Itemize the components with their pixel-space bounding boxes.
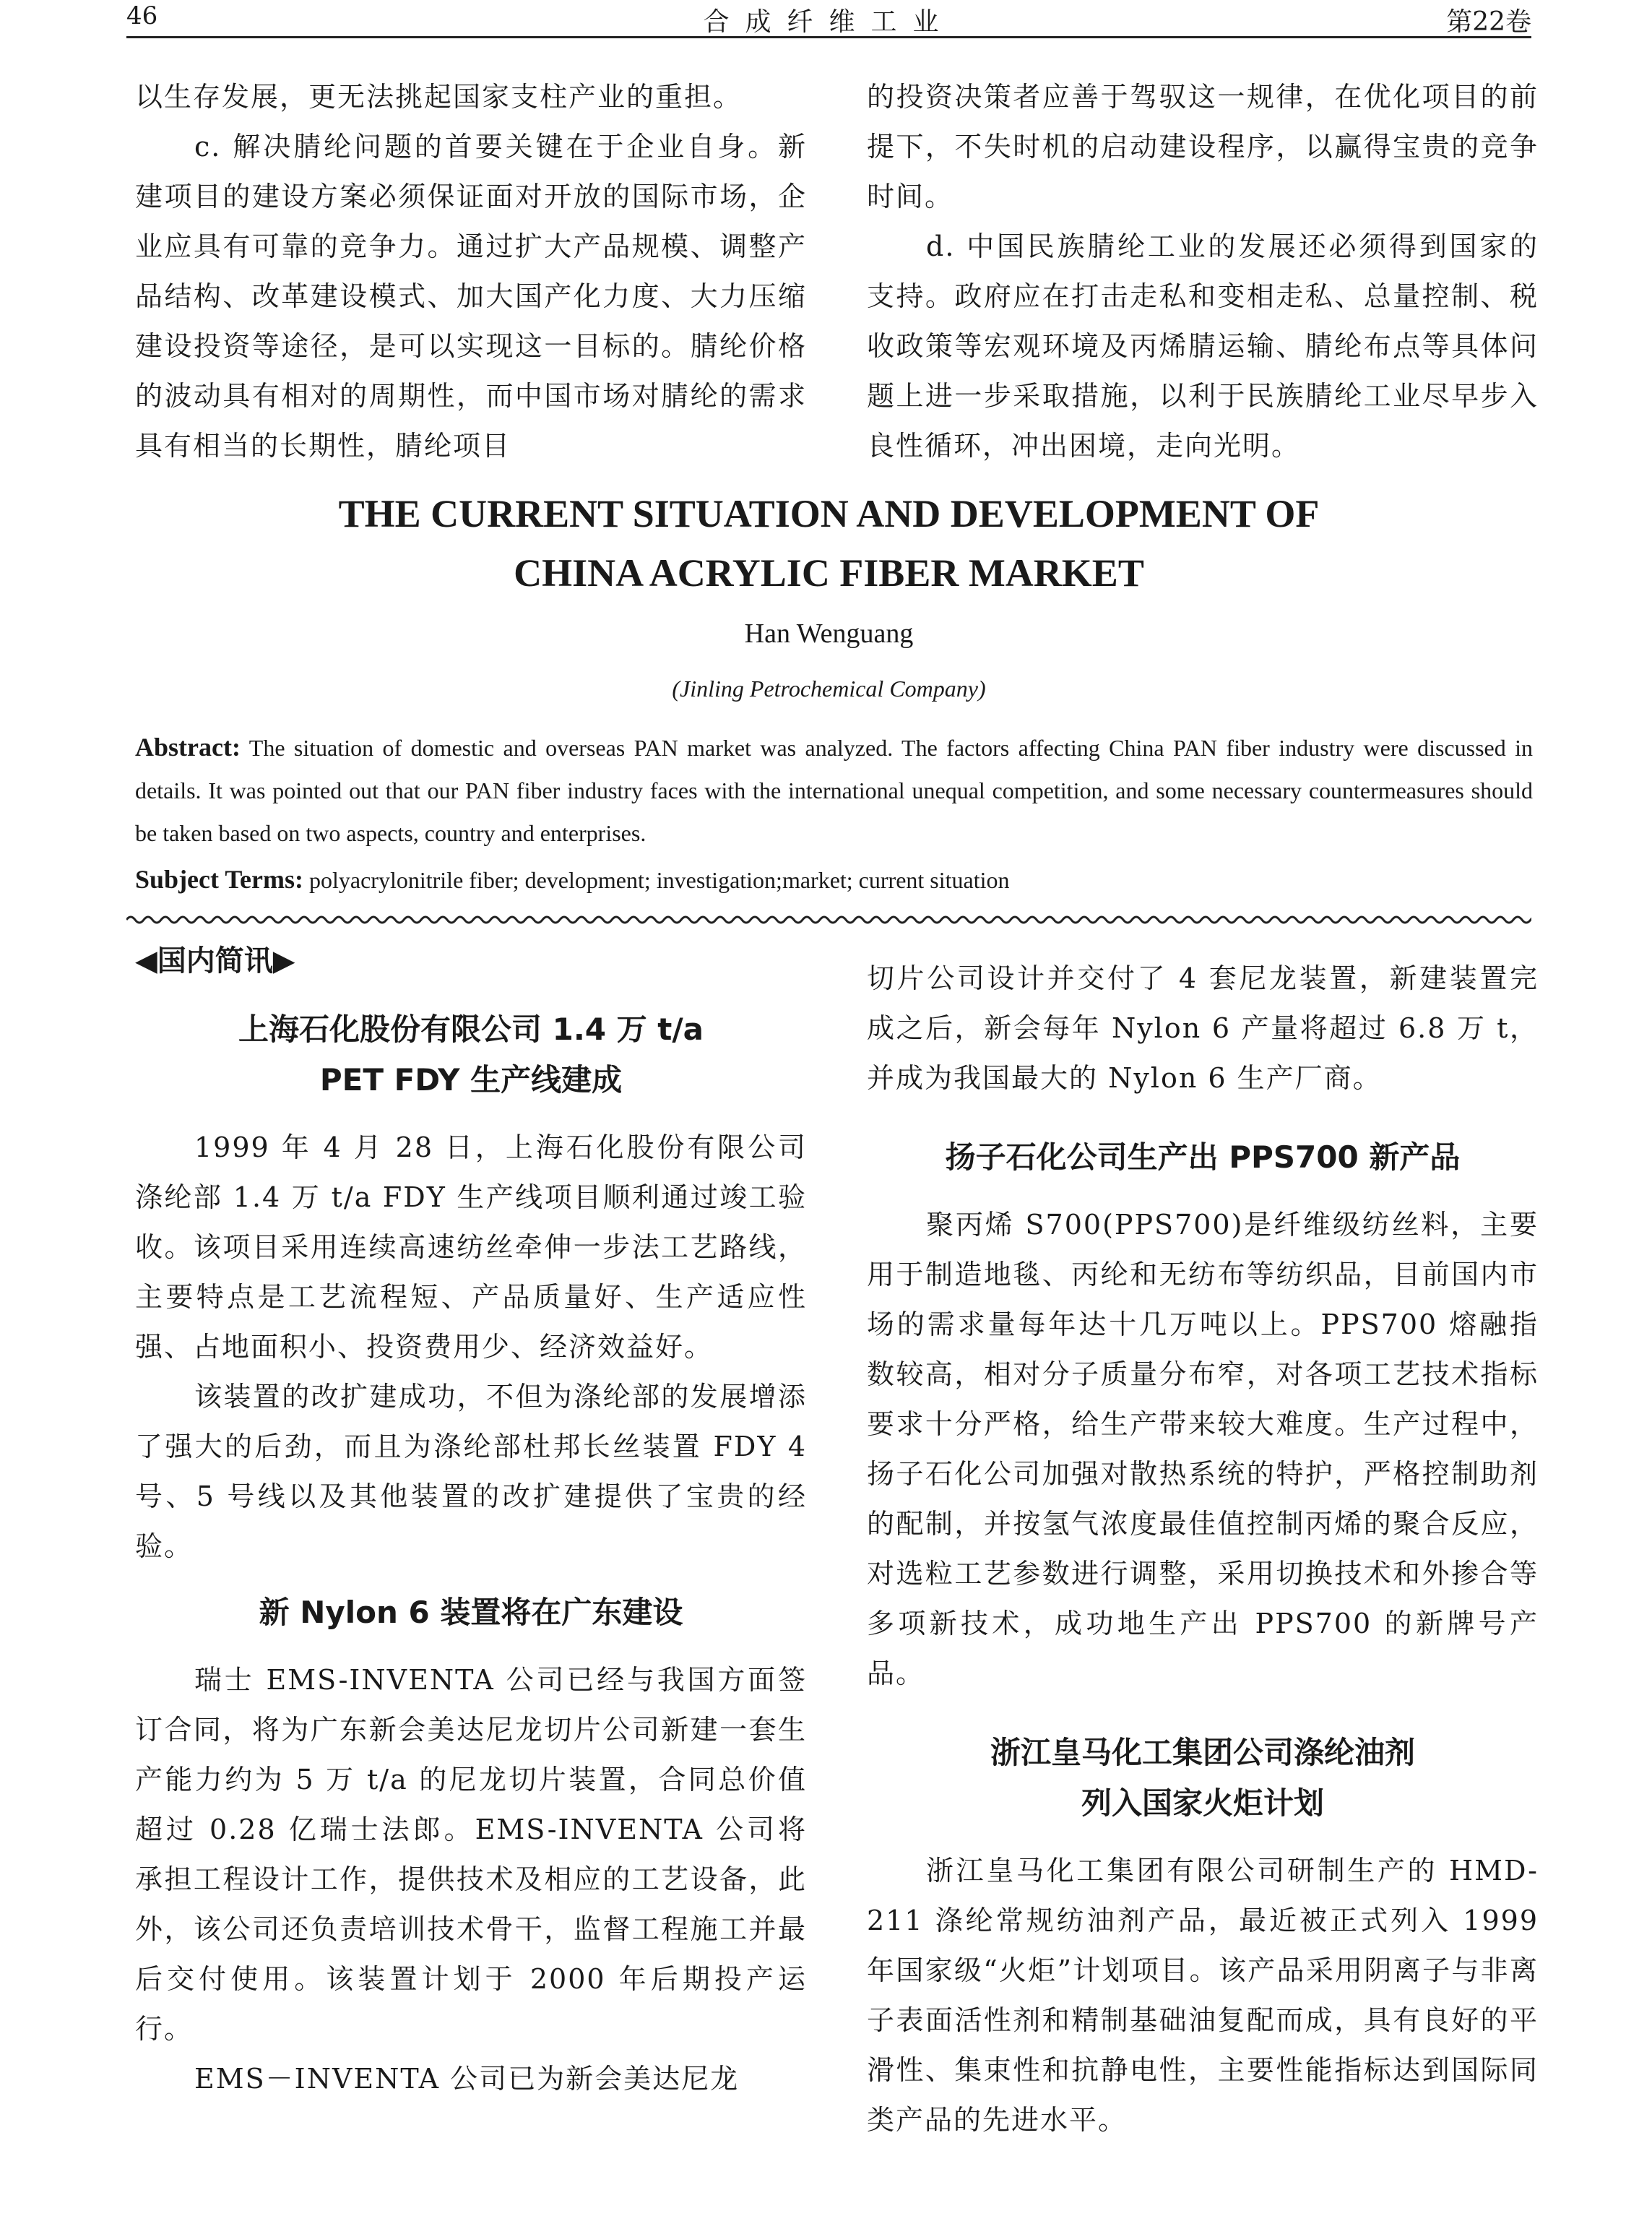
subject-terms-text: polyacrylonitrile fiber; development; investigation;market; current situation [309,867,1010,893]
paragraph: 瑞士 EMS-INVENTA 公司已经与我国方面签订合同，将为广东新会美达尼龙切片公司新建一套生产能力约为 5 万 t/a 的尼龙切片装置，合同总价值超过 0.28 亿瑞士法郎。EMS-INVENTA 公司将承担工程设计工作，提供技术及相应的工艺设备，此外，该公司还负责培训技术骨干，监督工程施工并最后交付使用。该装置计划于 2000 年后期投产运行。 [135,1664,807,2045]
news-title: 扬子石化公司生产出 PPS700 新产品 [945,1139,1461,1175]
news-title: 新 Nylon 6 装置将在广东建设 [259,1595,683,1630]
wavy-divider [126,912,1531,928]
english-title-line: CHINA ACRYLIC FIBER MARKET [514,551,1144,595]
news-title [135,1004,807,1105]
paragraph: 浙江皇马化工集团有限公司研制生产的 HMD-211 涤纶常规纺油剂产品，最近被正式列入 1999 年国家级“火炬”计划项目。该产品采用阴离子与非离子表面活性剂和精制基础油复配而成，具有良好的平滑性、集束性和抗静电性，主要性能指标达到国际同类产品的先进水平。 [867,1855,1539,2136]
news-right-column [867,954,1539,2145]
subject-terms [135,858,1533,902]
news-title-line: 列入国家火炬计划 [1081,1785,1324,1821]
subject-terms-label: Subject Terms: [135,865,303,894]
paragraph: 1999 年 4 月 28 日，上海石化股份有限公司涤纶部 1.4 万 t/a FDY 生产线项目顺利通过竣工验收。该项目采用连续高速纺丝牵伸一步法工艺路线，主要特点是工艺流程短、产品质量好、生产适应性强、占地面积小、投资费用少、经济效益好。 [135,1131,807,1363]
english-title-line: THE CURRENT SITUATION AND DEVELOPMENT OF [338,492,1320,535]
abstract-label: Abstract: [135,733,241,762]
news-left-column [135,939,807,2104]
paragraph: 该装置的改扩建成功，不但为涤纶部的发展增添了强大的后劲，而且为涤纶部杜邦长丝装置 FDY 4 号、5 号线以及其他装置的改扩建提供了宝贵的经验。 [135,1381,807,1562]
page-number: 46 [126,1,158,30]
volume-label: 第22卷 [1446,7,1531,37]
paragraph: EMS－INVENTA 公司已为新会美达尼龙 [194,2063,740,2095]
running-header [126,0,1531,38]
paragraph: c. 解决腈纶问题的首要关键在于企业自身。新建项目的建设方案必须保证面对开放的国际市场，企业应具有可靠的竞争力。通过扩大产品规模、调整产品结构、改革建设模式、加大国产化力度、大力压缩建设投资等途径，是可以实现这一目标的。腈纶价格的波动具有相对的周期性，而中国市场对腈纶的需求具有相当的长期性，腈纶项目 [135,131,807,462]
affiliation: (Jinling Petrochemical Company) [672,676,986,702]
author: Han Wenguang [744,618,914,649]
abstract [135,726,1533,855]
journal-title: 合成纤维工业 [703,7,955,37]
paragraph: 聚丙烯 S700(PPS700)是纤维级纺丝料，主要用于制造地毯、丙纶和无纺布等纺织品，目前国内市场的需求量每年达十几万吨以上。PPS700 熔融指数较高，相对分子质量分布窄，对各项工艺技术指标要求十分严格，给生产带来较大难度。生产过程中，扬子石化公司加强对散热系统的特护，严格控制助剂的配制，并按氢气浓度最佳值控制丙烯的聚合反应，对选粒工艺参数进行调整，采用切换技术和外掺合等多项新技术，成功地生产出 PPS700 的新牌号产品。 [867,1209,1539,1689]
paragraph: 以生存发展，更无法挑起国家支柱产业的重担。 [135,81,743,113]
abstract-text: The situation of domestic and overseas PAN market was analyzed. The factors affecting China PAN fiber industry were discussed in details. It was pointed out that our PAN fiber industry faces with the international unequal competition, and some necessary countermeasures should be taken based on two aspects, country and enterprises. [135,735,1533,846]
news-title [867,1728,1539,1829]
english-title [126,484,1531,603]
paragraph: 切片公司设计并交付了 4 套尼龙装置，新建装置完成之后，新会每年 Nylon 6 产量将超过 6.8 万 t，并成为我国最大的 Nylon 6 生产厂商。 [867,962,1539,1094]
news-title-line: PET FDY 生产线建成 [319,1062,623,1098]
news-title-line: 上海石化股份有限公司 1.4 万 t/a [238,1012,704,1047]
paragraph: d. 中国民族腈纶工业的发展还必须得到国家的支持。政府应在打击走私和变相走私、总量控制、税收政策等宏观环境及丙烯腈运输、腈纶布点等具体问题上进一步采取措施，以利于民族腈纶工业尽早步入良性循环，冲出困境，走向光明。 [867,230,1539,462]
paragraph: 的投资决策者应善于驾驭这一规律，在优化项目的前提下，不失时机的启动建设程序，以赢得宝贵的竞争时间。 [867,81,1539,212]
section-label: ◀国内简讯▶ [135,944,295,978]
top-right-column [867,72,1539,471]
news-title-line: 浙江皇马化工集团公司涤纶油剂 [990,1735,1415,1770]
top-left-column [135,72,807,471]
